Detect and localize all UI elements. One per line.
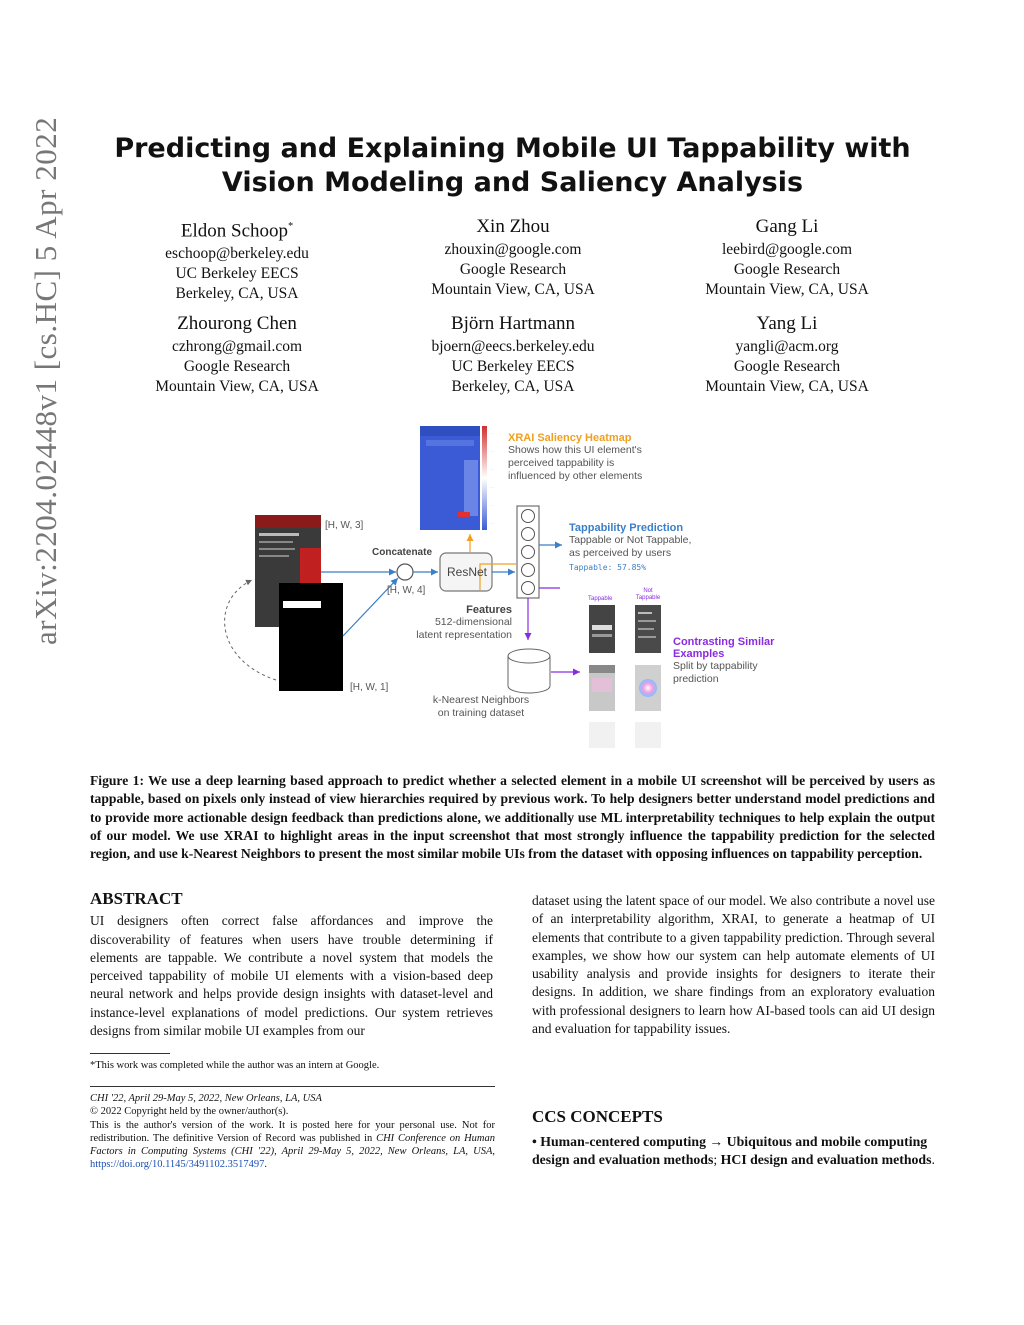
abstract-right-column (532, 892, 935, 1038)
dataset-database-icon (508, 649, 550, 693)
xrai-heatmap[interactable] (420, 426, 494, 530)
xrai-title: XRAI Saliency Heatmap (508, 432, 632, 444)
footnote-rule (90, 1053, 170, 1054)
author-name: Björn Hartmann (450, 313, 575, 334)
author-location: Mountain View, CA, USA (705, 378, 869, 395)
author-location: Berkeley, CA, USA (451, 378, 575, 395)
xrai-desc-1: Shows how this UI element's (508, 444, 642, 456)
ccs-arrow: → (705, 1133, 727, 1149)
xrai-caption (508, 432, 678, 483)
author-email[interactable]: bjoern@eecs.berkeley.edu (431, 338, 595, 355)
author-name: Xin Zhou (476, 216, 550, 237)
author-affiliation: Google Research (733, 358, 841, 375)
author-email[interactable]: zhouxin@google.com (444, 241, 582, 258)
citation-rule (90, 1086, 495, 1087)
author-affiliation: Google Research (733, 261, 841, 278)
contrast-desc-1: Split by tappability (673, 660, 758, 672)
proceedings-name: CHI Conference on Human Factors in Computing Systems (CHI '22), April 29-May 5, 2022, New Orleans, LA, USA (90, 1132, 495, 1158)
ccs-concepts (532, 1108, 940, 1170)
author-name: Zhourong Chen (177, 313, 297, 334)
concatenate-label: Concatenate (372, 547, 433, 558)
author-email[interactable]: eschoop@berkeley.edu (165, 245, 309, 263)
author-name: Gang Li (755, 216, 819, 237)
shape-label-image: [H, W, 3] (325, 520, 364, 531)
author-location: Mountain View, CA, USA (155, 378, 319, 395)
abstract-heading: ABSTRACT (90, 889, 183, 908)
svg-text:·····: ····· (489, 431, 494, 435)
not-tappable-label-2: Tappable (635, 595, 661, 601)
svg-text:·····: ····· (489, 467, 494, 471)
tappability-caption (569, 522, 739, 572)
svg-text:·····: ····· (489, 449, 494, 453)
ccs-concept-2: Ubiquitous and mobile computing design and evaluation methods (532, 1133, 928, 1167)
author-email[interactable]: leebird@google.com (721, 241, 853, 258)
ccs-bullet: • (532, 1133, 541, 1149)
author-affiliation: UC Berkeley EECS (451, 358, 575, 375)
contrast-title-1: Contrasting Similar (673, 636, 775, 648)
tappability-title: Tappability Prediction (569, 522, 684, 534)
abstract-text-right: dataset using the latent space of our model. We also contribute a novel use of an interpretability algorithm, XRAI, to generate a heatmap of UI elements that contribute to a given tappability prediction. Through several examples, we show how our system can help automate elements of UI usability analysis and provide insights for designers to iterate their designs. In addition, we share findings from an exploratory evaluation with professional designers to learn how AI-based tools can aid UI design and evaluation for tappability issues. (532, 893, 935, 1037)
tappability-desc-2: as perceived by users (569, 547, 672, 559)
features-desc-2: latent representation (416, 629, 512, 641)
citation-block (90, 1092, 495, 1172)
ccs-end: . (931, 1152, 935, 1167)
abstract-text-left: UI designers often correct false affordances and improve the discoverability of features when users have trouble determining if elements are tappable. We contribute a novel system that models the perceived tappability of mobile UI elements with a vision-based deep neural network and helps provide design insights with dataset-level and instance-level explanations of model predictions. Our system retrieves designs from similar mobile UI examples from our (90, 913, 493, 1039)
concatenate-node (397, 564, 413, 580)
author-email[interactable]: yangli@acm.org (735, 338, 839, 355)
venue-line: CHI '22, April 29-May 5, 2022, New Orleans, LA, USA (90, 1093, 322, 1104)
selection-mask (279, 583, 343, 691)
author-location: Mountain View, CA, USA (431, 281, 595, 298)
citation-end: . (264, 1159, 267, 1171)
svg-text:·····: ····· (489, 503, 494, 507)
features-desc-1: 512-dimensional (434, 616, 512, 628)
knn-caption (426, 694, 536, 720)
features-caption (410, 604, 512, 642)
citation-separator: , (492, 1146, 495, 1158)
knn-label-2: on training dataset (437, 707, 525, 719)
tappable-column-label: Tappable (588, 596, 613, 602)
tappable-example-1[interactable] (589, 605, 615, 653)
author-email[interactable]: czhrong@gmail.com (171, 338, 303, 355)
author-affiliation: Google Research (183, 358, 291, 375)
ccs-heading: CCS CONCEPTS (532, 1107, 663, 1126)
author-location: Mountain View, CA, USA (705, 281, 869, 298)
version-note: This is the author's version of the work. It is posted here for your personal use. Not for redistribution. The definitive Version of Record was published in (90, 1119, 495, 1144)
resnet-label: ResNet (447, 565, 488, 579)
faded-examples (589, 722, 661, 748)
contrast-caption (673, 636, 813, 686)
not-tappable-label-1: Not (643, 588, 653, 594)
knn-label-1: k-Nearest Neighbors (432, 694, 530, 706)
svg-text:·····: ····· (489, 521, 494, 525)
tappable-example-2[interactable] (589, 665, 615, 711)
not-tappable-example-2[interactable] (635, 665, 661, 711)
svg-text:·····: ····· (489, 485, 494, 489)
ccs-concept-3: HCI design and evaluation methods (720, 1152, 932, 1167)
author-affiliation: Google Research (459, 261, 567, 278)
author-location: Berkeley, CA, USA (175, 285, 299, 303)
paper-title: Predicting and Explaining Mobile UI Tappability with Vision Modeling and Saliency Analysis (114, 133, 911, 198)
shape-label-concat: [H, W, 4] (387, 585, 426, 596)
author-affiliation: UC Berkeley EECS (175, 265, 299, 283)
shape-label-mask: [H, W, 1] (350, 682, 389, 693)
xrai-desc-2: perceived tappability is (508, 457, 615, 469)
doi-link[interactable]: https://doi.org/10.1145/3491102.3517497 (90, 1159, 265, 1171)
author-name: Yang Li (756, 313, 818, 334)
abstract-left-column (90, 890, 493, 1040)
features-title: Features (466, 604, 512, 616)
figure-caption: Figure 1: We use a deep learning based approach to predict whether a selected element in a mobile UI screenshot will be perceived by users as tappable, based on pixels only instead of view hierarchies required by previous work. To help designers better understand model predictions and to provide more actionable design feedback than predictions alone, we additionally use ML interpretability techniques to help explain the output of our model. We use XRAI to highlight areas in the input screenshot that most strongly influence the tappability prediction for the selected region, and use k-Nearest Neighbors to present the most similar mobile UIs from the dataset with opposing influences on tappability perception. (90, 773, 935, 862)
author-name: Eldon Schoop (180, 220, 289, 242)
not-tappable-example-1[interactable] (635, 605, 661, 653)
footnote: *This work was completed while the author was an intern at Google. (90, 1060, 380, 1071)
tappability-score: Tappable: 57.85% (569, 563, 647, 572)
ccs-separator: ; (713, 1152, 721, 1167)
arxiv-identifier: arXiv:2204.02448v1 [cs.HC] 5 Apr 2022 (28, 116, 63, 645)
contrast-title-2: Examples (673, 648, 725, 660)
copyright-line: © 2022 Copyright held by the owner/author(s). (90, 1106, 289, 1118)
author-footnote-mark: * (288, 221, 294, 232)
tappability-desc-1: Tappable or Not Tappable, (569, 534, 692, 546)
contrast-desc-2: prediction (673, 673, 719, 685)
ccs-concept-1: Human-centered computing (540, 1133, 706, 1149)
xrai-desc-3: influenced by other elements (508, 470, 643, 482)
ccs-text (532, 1133, 940, 1170)
not-tappable-column-label (634, 588, 662, 602)
